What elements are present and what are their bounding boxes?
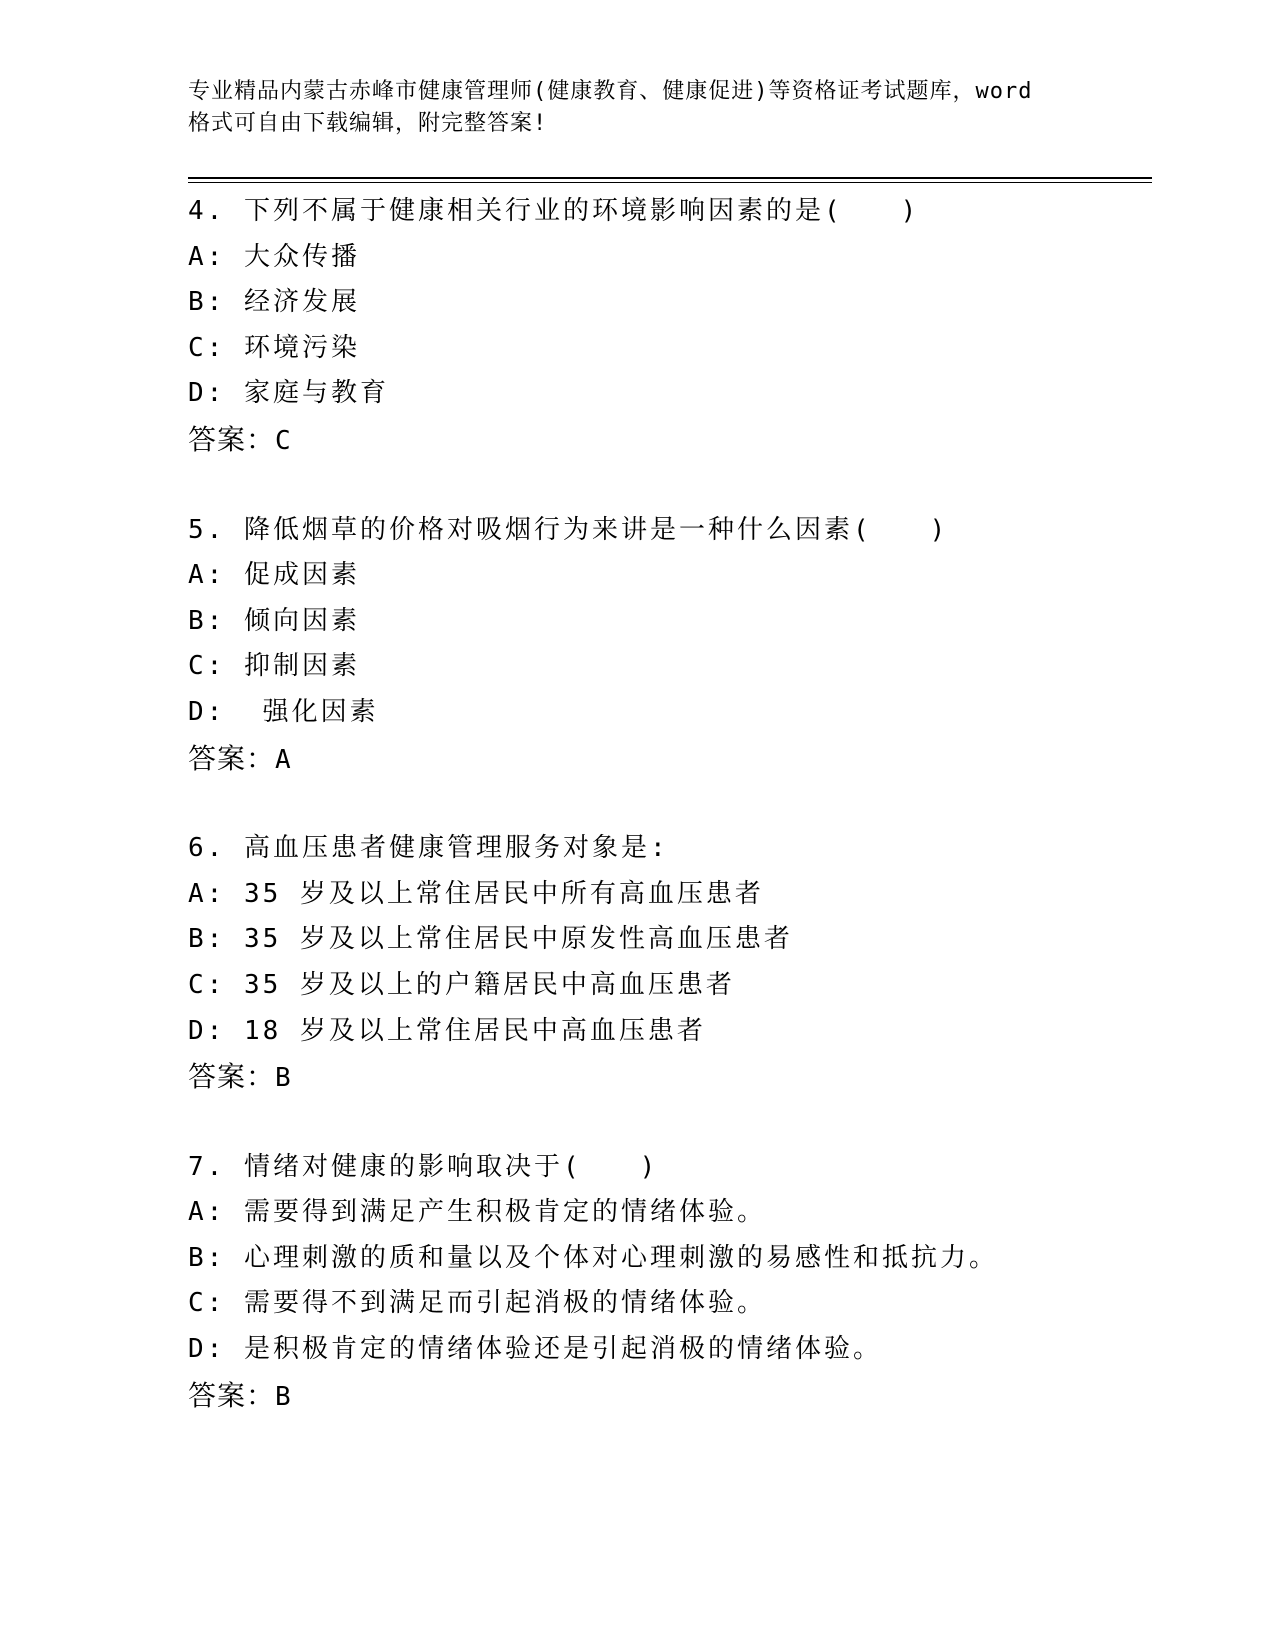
option-c: C: 需要得不到满足而引起消极的情绪体验。 bbox=[188, 1288, 766, 1319]
answer-line bbox=[188, 417, 1152, 463]
answer-value: C bbox=[275, 425, 291, 456]
header-divider-thin bbox=[188, 182, 1152, 183]
question-4 bbox=[188, 189, 1152, 463]
answer-label: 答案： bbox=[188, 1378, 276, 1412]
option-a: A: 大众传播 bbox=[188, 241, 360, 272]
question-5 bbox=[188, 508, 1152, 782]
header-line-1: 专业精品内蒙古赤峰市健康管理师(健康教育、健康促进)等资格证考试题库，word bbox=[188, 79, 1033, 104]
option-c: C: 抑制因素 bbox=[188, 651, 360, 682]
option-b: B: 心理刺激的质和量以及个体对心理刺激的易感性和抵抗力。 bbox=[188, 1242, 998, 1273]
question-stem: 7. 情绪对健康的影响取决于( ) bbox=[188, 1151, 659, 1182]
question-list bbox=[188, 189, 1152, 1463]
option-d: D: 家庭与教育 bbox=[188, 378, 389, 409]
option-a: A: 需要得到满足产生积极肯定的情绪体验。 bbox=[188, 1197, 766, 1228]
option-d: D: 18 岁及以上常住居民中高血压患者 bbox=[188, 1015, 706, 1046]
answer-label: 答案： bbox=[188, 1060, 276, 1094]
answer-line bbox=[188, 1373, 1152, 1419]
option-c: C: 环境污染 bbox=[188, 332, 360, 363]
answer-value: B bbox=[275, 1063, 291, 1094]
option-a: A: 促成因素 bbox=[188, 560, 360, 591]
header-line-2: 格式可自由下载编辑，附完整答案! bbox=[188, 111, 548, 136]
question-stem: 4. 下列不属于健康相关行业的环境影响因素的是( ) bbox=[188, 196, 920, 226]
answer-line bbox=[188, 736, 1152, 782]
option-b: B: 经济发展 bbox=[188, 287, 360, 318]
option-a: A: 35 岁及以上常住居民中所有高血压患者 bbox=[188, 878, 764, 909]
answer-line bbox=[188, 1054, 1152, 1100]
option-d: D: 是积极肯定的情绪体验还是引起消极的情绪体验。 bbox=[188, 1334, 882, 1365]
document-header bbox=[188, 76, 1088, 140]
question-stem: 5. 降低烟草的价格对吸烟行为来讲是一种什么因素( ) bbox=[188, 514, 949, 545]
question-stem: 6. 高血压患者健康管理服务对象是: bbox=[188, 833, 669, 864]
option-d: D: 强化因素 bbox=[188, 696, 379, 727]
option-c: C: 35 岁及以上的户籍居民中高血压患者 bbox=[188, 969, 735, 1000]
header-divider-thick bbox=[188, 177, 1152, 179]
option-b: B: 倾向因素 bbox=[188, 605, 360, 636]
question-7 bbox=[188, 1145, 1152, 1419]
answer-label: 答案： bbox=[188, 422, 276, 456]
option-b: B: 35 岁及以上常住居民中原发性高血压患者 bbox=[188, 924, 793, 955]
answer-value: B bbox=[275, 1381, 291, 1412]
question-6 bbox=[188, 826, 1152, 1100]
answer-label: 答案： bbox=[188, 741, 276, 775]
answer-value: A bbox=[275, 744, 291, 775]
